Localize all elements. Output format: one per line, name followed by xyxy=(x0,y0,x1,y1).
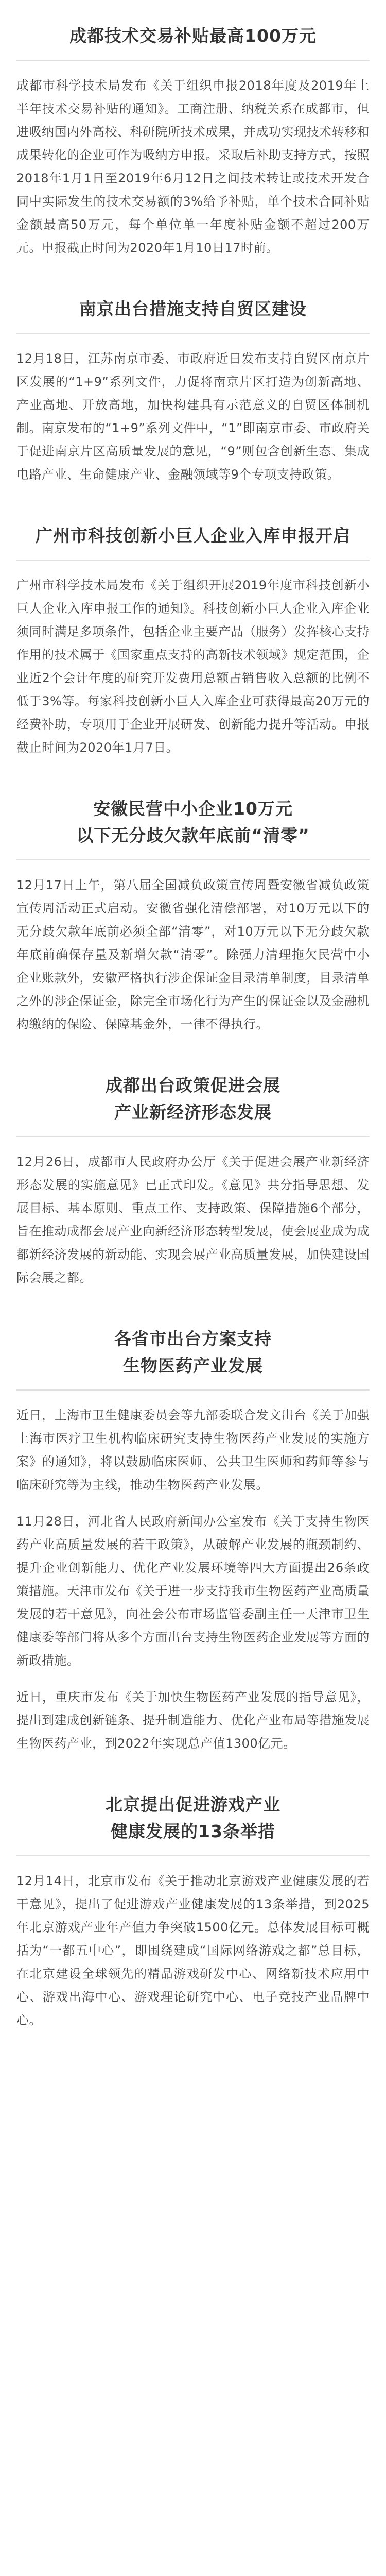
spacer xyxy=(16,561,370,574)
spacer xyxy=(16,1391,370,1404)
section-heading xyxy=(79,296,307,323)
heading-line: 成都技术交易补贴最高100万元 xyxy=(69,26,317,46)
body-paragraph: 近日，重庆市发布《关于加快生物医药产业发展的指导意见》，提出到建成创新链条、提升制造能力、优化产业布局等措施发展生物医药产业，到2022年实现总产值1300亿元。 xyxy=(16,1690,370,1751)
section-header xyxy=(16,1306,370,1391)
section-heading xyxy=(36,522,350,549)
heading-line: 各省市出台方案支持 xyxy=(114,1329,272,1349)
heading-line: 生物医药产业发展 xyxy=(123,1355,263,1376)
body-paragraph: 12月14日，北京市发布《关于推动北京游戏产业健康发展的若干意见》，提出了促进游戏产业健康发展的13条举措，到2025年北京游戏产业年产值力争突破1500亿元。总体发展目标可概括为“一都五中心”，即围绕建成“国际网络游戏之都”总目标，在北京建设全球领先的精品游戏研发中心、网络新技术应用中心、游戏出海中心、游戏理论研究中心、电子竞技产业品牌中心。 xyxy=(16,1874,370,2027)
news-section xyxy=(16,1769,370,2032)
spacer xyxy=(16,61,370,74)
heading-line: 以下无分歧欠款年底前“清零” xyxy=(76,825,310,845)
section-header xyxy=(16,3,370,61)
section-header xyxy=(16,1772,370,1856)
news-section xyxy=(16,500,370,759)
heading-line: 成都出台政策促进会展 xyxy=(106,1075,280,1095)
heading-line: 广州市科技创新小巨人企业入库申报开启 xyxy=(36,526,350,546)
body-paragraph: 广州市科学技术局发布《关于组织开展2019年度市科技创新小巨人企业入库申报工作的通知》。科技创新小巨人企业入库企业须同时满足多项条件，包括企业主要产品（服务）发挥核心支持作用的技术属于《国家重点支持的高新技术领域》规定范围，企业近2个会计年度的研究开发费用总额占销售收入总额的比例不低于3%等。每家科技创新小巨人入库企业可获得最高20万元的经费补助，专项用于企业开展研发、创新能力提升等活动。申报截止时间为2020年1月7日。 xyxy=(16,578,370,755)
news-section xyxy=(16,273,370,486)
body-paragraph: 成都市科学技术局发布《关于组织申报2018年度及2019年上半年技术交易补贴的通知》。工商注册、纳税关系在成都市，但进吸纳国内外高校、科研院所技术成果，并成功实现技术转移和成果转化的企业可作为吸纳方申报。采取后补助支持方式，按照2018年1月1日至2019年6月12日之间技术转让或技术开发合同中实际发生的技术交易额的3%给予补贴，单个技术合同补贴金额最高50万元，每个单位单一年度补贴金额不超过200万元。申报截止时间为2020年1月10日17时前。 xyxy=(16,78,370,255)
news-section xyxy=(16,1049,370,1290)
heading-line: 安徽民营中小企业10万元 xyxy=(93,799,293,819)
news-section xyxy=(16,773,370,1036)
section-heading xyxy=(106,1072,280,1126)
news-section xyxy=(16,0,370,260)
spacer xyxy=(16,1137,370,1150)
spacer xyxy=(16,1856,370,1870)
heading-line: 健康发展的13条举措 xyxy=(111,1821,275,1841)
spacer xyxy=(16,860,370,874)
section-heading xyxy=(76,795,309,849)
heading-line: 产业新经济形态发展 xyxy=(114,1102,272,1122)
sections-container xyxy=(16,0,370,2032)
body-paragraph: 近日，上海市卫生健康委员会等九部委联合发文出台《关于加强上海市医疗卫生机构临床研究支持生物医药产业发展的实施方案》的通知》，将以鼓励临床医师、公共卫生医师和药师等参与临床研究等为主线，推动生物医药产业发展。 xyxy=(16,1408,370,1492)
section-header xyxy=(16,1053,370,1137)
section-heading xyxy=(114,1326,272,1379)
heading-line: 北京提出促进游戏产业 xyxy=(106,1794,280,1815)
section-header xyxy=(16,276,370,334)
heading-line: 南京出台措施支持自贸区建设 xyxy=(79,299,307,319)
section-header xyxy=(16,776,370,860)
body-paragraph: 12月17日上午，第八届全国减负政策宣传周暨安徽省减负政策宣传周活动正式启动。安徽省强化清偿部署，对10万元以下的无分歧欠款年底前必须全部“清零”，对10万元以下无分歧欠款年底前确保存量及新增欠款“清零”。除强力清理拖欠民营中小企业账款外，安徽严格执行涉企保证金目录清单制度，目录清单之外的涉企保证金，除完全市场化行为产生的保证金以及金融机构缴纳的保险、保障基金外，一律不得执行。 xyxy=(16,878,370,1031)
body-paragraph: 11月28日，河北省人民政府新闻办公室发布《关于支持生物医药产业高质量发展的若干政策》，从破解产业发展的瓶颈制约、提升企业创新能力、优化产业发展环境等四大方面提出26条政策措施。天津市发布《关于进一步支持我市生物医药产业高质量发展的若干意见》，向社会公布市场监管委副主任一天津市卫生健康委等部门将从多个方面出台支持生物医药企业发展等方面的新政措施。 xyxy=(16,1514,370,1668)
section-header xyxy=(16,503,370,561)
news-section xyxy=(16,1303,370,1755)
section-heading xyxy=(69,23,317,49)
section-heading xyxy=(106,1791,280,1845)
body-paragraph: 12月18日，江苏南京市委、市政府近日发布支持自贸区南京片区发展的“1+9”系列文件，力促将南京片区打造为创新高地、产业高地、开放高地，加快构建具有示范意义的自贸区体制机制。南京发布的“1+9”系列文件中，“1”即南京市委、市政府关于促进南京片区高质量发展的意见，“9”则包含创新生态、集成电路产业、生命健康产业、金融领域等9个专项支持政策。 xyxy=(16,351,370,482)
spacer xyxy=(16,334,370,347)
body-paragraph: 12月26日，成都市人民政府办公厅《关于促进会展产业新经济形态发展的实施意见》已正式印发。《意见》共分指导思想、发展目标、基本原则、重点工作、支持政策、保障措施6个部分，旨在推动成都会展产业向新经济形态转型发展，使会展业成为成都新经济发展的新动能、实现会展产业高质量发展，加快建设国际会展之都。 xyxy=(16,1155,370,1285)
